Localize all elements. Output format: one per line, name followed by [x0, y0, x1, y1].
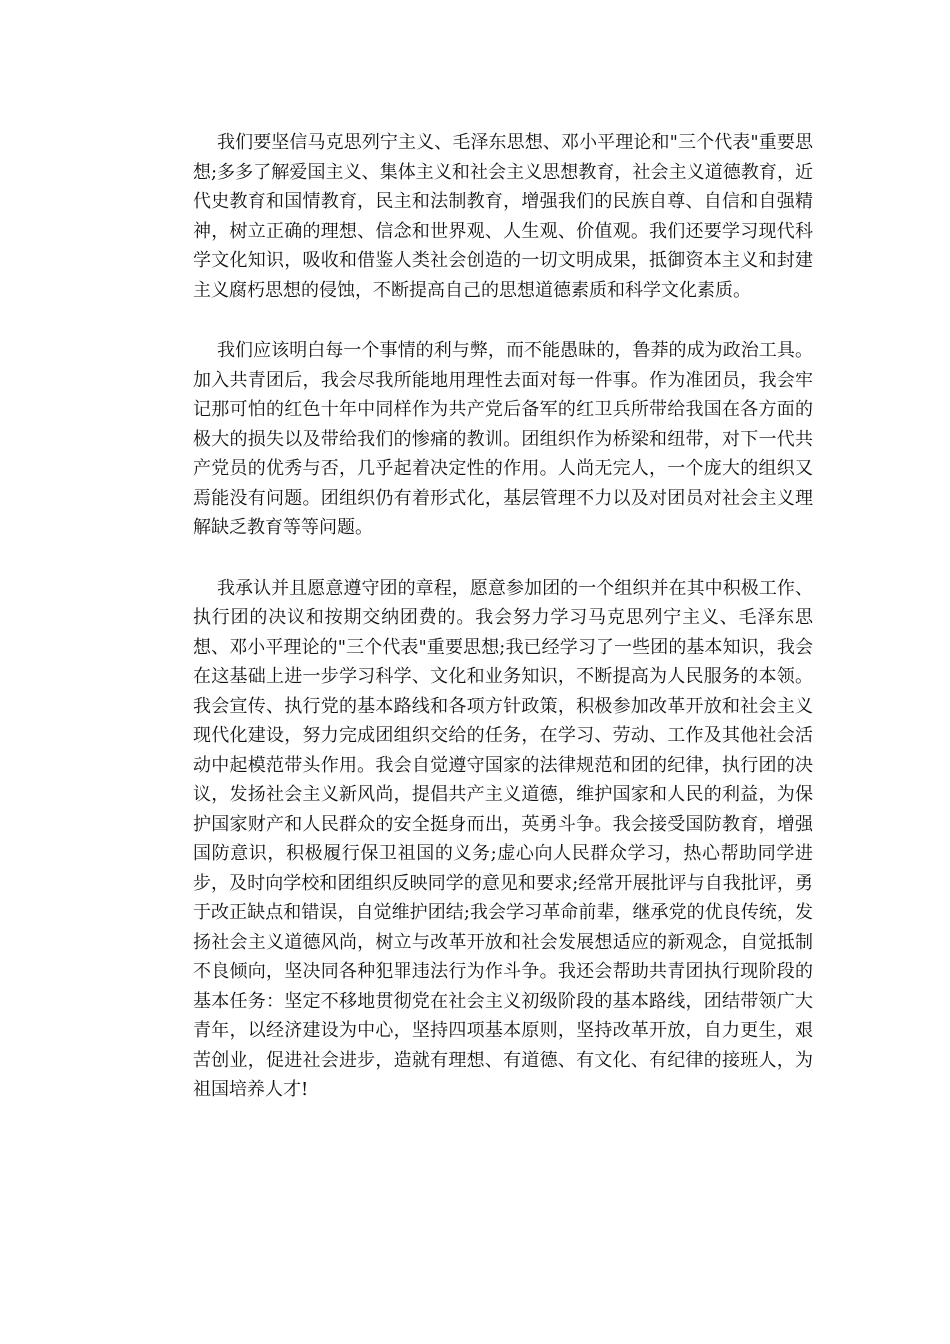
paragraph-2: 我们应该明白每一个事情的利与弊，而不能愚昧的，鲁莽的成为政治工具。加入共青团后，我会尽我所能地用理性去面对每一件事。作为准团员，我会牢记那可怕的红色十年中同样作为共产党后备军的红卫兵所带给我国在各方面的极大的损失以及带给我们的惨痛的教训。团组织作为桥梁和纽带，对下一代共产党员的优秀与否，几乎起着决定性的作用。人尚无完人，一个庞大的组织又焉能没有问题。团组织仍有着形式化，基层管理不力以及对团员对社会主义理解缺乏教育等等问题。 [193, 340, 813, 538]
paragraph-1: 我们要坚信马克思列宁主义、毛泽东思想、邓小平理论和"三个代表"重要思想;多多了解爱国主义、集体主义和社会主义思想教育，社会主义道德教育，近代史教育和国情教育，民主和法制教育，增强我们的民族自尊、自信和自强精神，树立正确的理想、信念和世界观、人生观、价值观。我们还要学习现代科学文化知识，吸收和借鉴人类社会创造的一切文明成果，抵御资本主义和封建主义腐朽思想的侵蚀，不断提高自己的思想道德素质和科学文化素质。 [193, 132, 813, 301]
paragraph-3: 我承认并且愿意遵守团的章程，愿意参加团的一个组织并在其中积极工作、执行团的决议和按期交纳团费的。我会努力学习马克思列宁主义、毛泽东思想、邓小平理论的"三个代表"重要思想;我已经学习了一些团的基本知识，我会在这基础上进一步学习科学、文化和业务知识，不断提高为人民服务的本领。我会宣传、执行党的基本路线和各项方针政策，积极参加改革开放和社会主义现代化建设，努力完成团组织交给的任务，在学习、劳动、工作及其他社会活动中起模范带头作用。我会自觉遵守国家的法律规范和团的纪律，执行团的决议，发扬社会主义新风尚，提倡共产主义道德，维护国家和人民的利益，为保护国家财产和人民群众的安全挺身而出，英勇斗争。我会接受国防教育，增强国防意识，积极履行保卫祖国的义务;虚心向人民群众学习，热心帮助同学进步，及时向学校和团组织反映同学的意见和要求;经常开展批评与自我批评，勇于改正缺点和错误，自觉维护团结;我会学习革命前辈，继承党的优良传统，发扬社会主义道德风尚，树立与改革开放和社会发展想适应的新观念，自觉抵制不良倾向，坚决同各种犯罪违法行为作斗争。我还会帮助共青团执行现阶段的基本任务：坚定不移地贯彻党在社会主义初级阶段的基本路线，团结带领广大青年，以经济建设为中心，坚持四项基本原则，坚持改革开放，自力更生，艰苦创业，促进社会进步，造就有理想、有道德、有文化、有纪律的接班人，为祖国培养人才! [193, 577, 813, 1100]
document-body [193, 128, 813, 1136]
